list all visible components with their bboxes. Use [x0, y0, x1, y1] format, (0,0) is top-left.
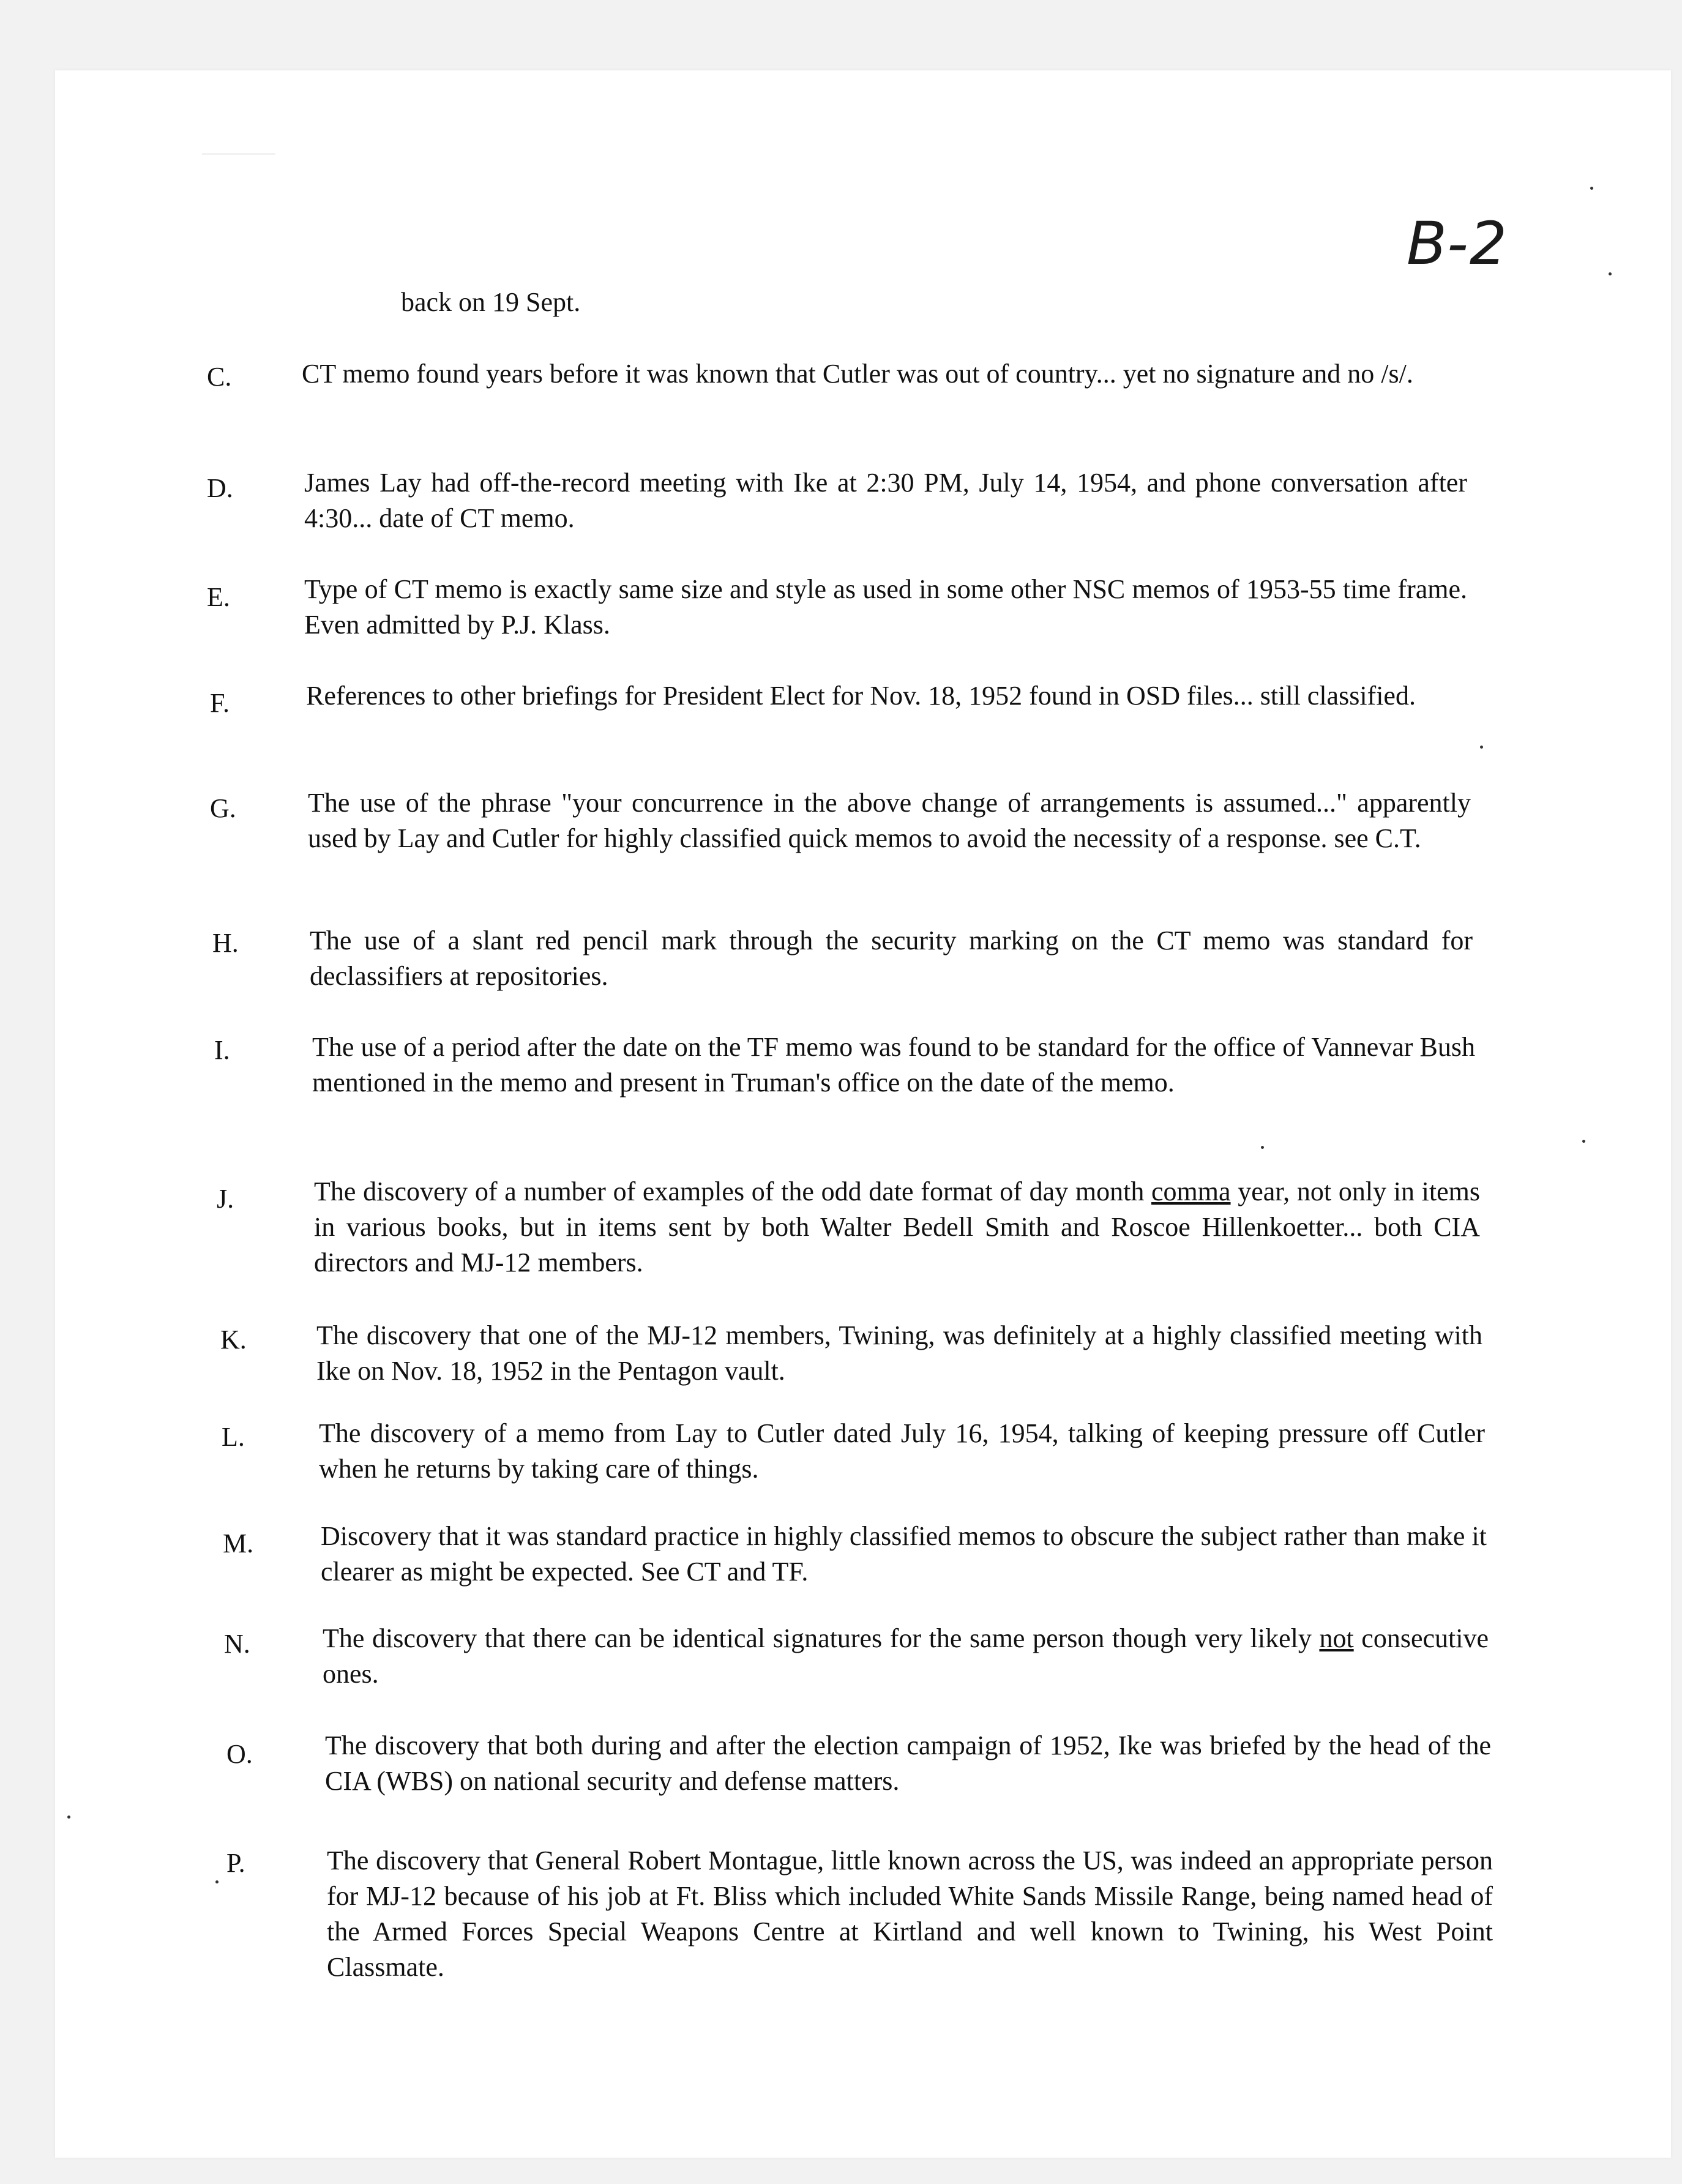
scan-speck — [1480, 746, 1483, 749]
item-letter: N. — [224, 1629, 250, 1659]
item-text — [314, 1174, 1480, 1281]
item-letter: D. — [207, 473, 233, 503]
item-letter: M. — [223, 1528, 254, 1558]
underlined-word: comma — [1151, 1176, 1231, 1206]
item-text: The use of a slant red pencil mark through the security marking on the CT memo was standard for declassifiers at repositories. — [310, 926, 1473, 991]
item-text-part: consecutive ones. — [323, 1623, 1489, 1689]
item-letter: E. — [207, 582, 230, 612]
item-letter: G. — [210, 793, 236, 823]
item-text: The discovery that one of the MJ-12 members, Twining, was definitely at a highly classified meeting with Ike on Nov. 18, 1952 in the Pentagon vault. — [316, 1320, 1482, 1386]
item-text: The use of the phrase "your concurrence in the above change of arrangements is assumed..." apparently used by Lay and Cutler for highly classified quick memos to avoid the necessity of a response. see C.T. — [308, 788, 1471, 853]
item-text-part: The discovery that there can be identical signatures for the same person though very likely — [323, 1623, 1320, 1653]
item-letter: C. — [207, 362, 232, 392]
item-letter: J. — [217, 1184, 234, 1214]
underlined-word: not — [1319, 1623, 1354, 1653]
item-text-part: The discovery of a number of examples of the odd date format of day month — [314, 1176, 1152, 1206]
item-text: Type of CT memo is exactly same size and style as used in some other NSC memos of 1953-55 time frame. Even admitted by P.J. Klass. — [304, 574, 1467, 640]
item-letter: F. — [210, 688, 230, 718]
item-letter: P. — [226, 1848, 245, 1878]
scan-speck — [1590, 187, 1593, 190]
item-letter: O. — [226, 1739, 253, 1769]
scan-speck — [215, 1880, 219, 1883]
bleed-through-shadow — [202, 153, 275, 179]
scan-speck — [1609, 272, 1612, 275]
item-letter: I. — [214, 1035, 230, 1065]
intro-line: back on 19 Sept. — [401, 287, 581, 317]
item-text: James Lay had off-the-record meeting with Ike at 2:30 PM, July 14, 1954, and phone conversation after 4:30... date of CT memo. — [304, 468, 1467, 533]
item-text: The use of a period after the date on the TF memo was found to be standard for the office of Vannevar Bush mentioned in the memo and present in Truman's office on the date of the memo. — [312, 1032, 1475, 1098]
item-letter: H. — [212, 928, 239, 958]
item-text: The discovery that both during and after the election campaign of 1952, Ike was briefed by the head of the CIA (WBS) on national security and defense matters. — [325, 1730, 1491, 1796]
page-number-mark: B-2 — [1407, 209, 1508, 278]
item-letter: K. — [220, 1325, 247, 1355]
item-text: CT memo found years before it was known that Cutler was out of country... yet no signature and no /s/. — [302, 359, 1413, 389]
scan-speck — [67, 1816, 70, 1819]
item-text: The discovery that General Robert Montague, little known across the US, was indeed an appropriate person for MJ-12 because of his job at Ft. Bliss which included White Sands Missile Range, being named head of the Armed Forces Special Weapons Centre at Kirtland and well known to Twining, his West Point Classmate. — [327, 1846, 1493, 1982]
item-text: References to other briefings for President Elect for Nov. 18, 1952 found in OSD files... still classified. — [306, 681, 1416, 711]
item-text-part: year, not only in items in various books, but in items sent by both Walter Bedell Smith and Roscoe Hillenkoetter... both CIA directors and MJ-12 members. — [314, 1176, 1480, 1277]
scan-speck — [1582, 1140, 1585, 1143]
item-letter: L. — [222, 1422, 245, 1452]
item-text: Discovery that it was standard practice in highly classified memos to obscure the subject rather than make it clearer as might be expected. See CT and TF. — [321, 1521, 1487, 1587]
scan-speck — [1261, 1146, 1264, 1149]
item-text — [323, 1621, 1489, 1692]
item-text: The discovery of a memo from Lay to Cutler dated July 16, 1954, talking of keeping pressure off Cutler when he returns by taking care of things. — [319, 1418, 1485, 1484]
